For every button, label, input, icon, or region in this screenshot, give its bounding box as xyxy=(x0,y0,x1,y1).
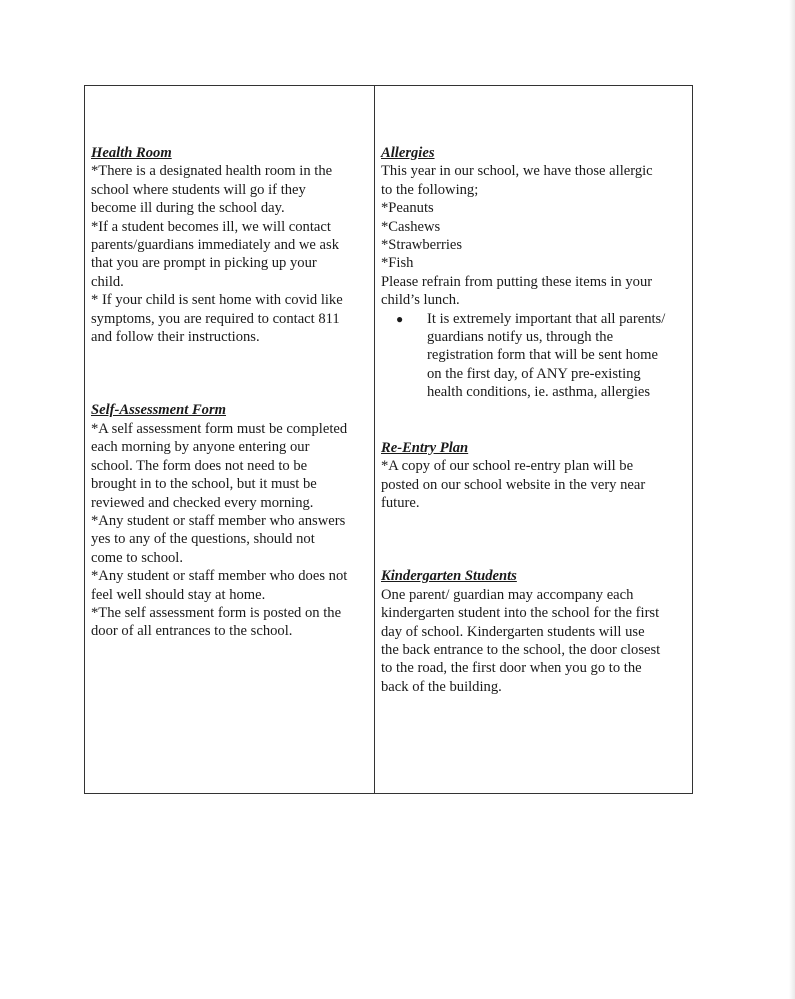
text-line: each morning by anyone entering our xyxy=(91,439,310,456)
text-line: to the following; xyxy=(381,181,479,198)
section-spacer xyxy=(381,402,686,439)
health-room-text xyxy=(91,162,368,346)
health-room-heading: Health Room xyxy=(91,145,172,161)
text-line: guardians notify us, through the xyxy=(427,329,614,346)
text-line: *Any student or staff member who does not xyxy=(91,568,348,585)
section-spacer xyxy=(91,346,368,401)
kindergarten-heading: Kindergarten Students xyxy=(381,568,517,585)
text-line: future. xyxy=(381,494,420,511)
text-line: kindergarten student into the school for the first xyxy=(381,605,660,622)
self-assessment-text xyxy=(91,420,368,641)
text-line: the back entrance to the school, the door closest xyxy=(381,641,661,658)
allergies-text xyxy=(381,162,686,309)
reentry-text xyxy=(381,457,686,512)
text-line: yes to any of the questions, should not xyxy=(91,531,315,548)
self-assessment-heading: Self-Assessment Form xyxy=(91,402,227,419)
text-line: posted on our school website in the very near xyxy=(381,476,646,493)
text-line: become ill during the school day. xyxy=(91,200,285,217)
kindergarten-text xyxy=(381,586,686,696)
text-line: feel well should stay at home. xyxy=(91,586,266,603)
text-line: back of the building. xyxy=(381,678,502,695)
text-line: *If a student becomes ill, we will contact xyxy=(91,218,331,235)
text-line: parents/guardians immediately and we ask xyxy=(91,237,340,254)
left-column xyxy=(85,86,375,793)
list-item xyxy=(396,310,686,402)
text-line: health conditions, ie. asthma, allergies xyxy=(427,384,651,401)
text-line: school. The form does not need to be xyxy=(91,457,308,474)
allergen-item: *Strawberries xyxy=(381,237,463,254)
text-line: reviewed and checked every morning. xyxy=(91,494,314,511)
allergen-item: *Cashews xyxy=(381,218,441,235)
text-line: *Any student or staff member who answers xyxy=(91,512,346,529)
allergies-heading: Allergies xyxy=(381,145,435,161)
text-line: child. xyxy=(91,273,124,290)
text-line: that you are prompt in picking up your xyxy=(91,255,317,272)
text-line: One parent/ guardian may accompany each xyxy=(381,586,634,603)
text-line: Please refrain from putting these items in your xyxy=(381,273,653,290)
text-line: on the first day, of ANY pre-existing xyxy=(427,365,641,382)
text-line: to the road, the first door when you go to the xyxy=(381,660,642,677)
allergen-item: *Fish xyxy=(381,255,414,272)
text-line: *There is a designated health room in the xyxy=(91,163,333,180)
text-line: and follow their instructions. xyxy=(91,329,260,346)
text-line: school where students will go if they xyxy=(91,181,306,198)
text-line: *The self assessment form is posted on the xyxy=(91,604,342,621)
reentry-heading: Re-Entry Plan xyxy=(381,439,469,456)
text-line: * If your child is sent home with covid like xyxy=(91,292,343,309)
page-edge-shadow xyxy=(789,0,795,999)
text-line: This year in our school, we have those allergic xyxy=(381,163,653,180)
text-line: *A copy of our school re-entry plan will be xyxy=(381,458,634,475)
allergen-item: *Peanuts xyxy=(381,200,434,217)
text-line: day of school. Kindergarten students will use xyxy=(381,623,645,640)
text-line: It is extremely important that all parents/ xyxy=(427,310,666,327)
text-line: brought in to the school, but it must be xyxy=(91,476,317,493)
text-line: come to school. xyxy=(91,549,184,566)
section-spacer xyxy=(381,512,686,567)
allergy-notice-list xyxy=(381,310,686,402)
bullet-icon: ● xyxy=(396,311,404,326)
text-line: child’s lunch. xyxy=(381,292,460,309)
text-line: door of all entrances to the school. xyxy=(91,623,293,640)
text-line: symptoms, you are required to contact 811 xyxy=(91,310,340,327)
document-table xyxy=(84,85,693,794)
text-line: *A self assessment form must be completed xyxy=(91,420,348,437)
text-line: registration form that will be sent home xyxy=(427,347,659,364)
right-column xyxy=(375,86,692,793)
